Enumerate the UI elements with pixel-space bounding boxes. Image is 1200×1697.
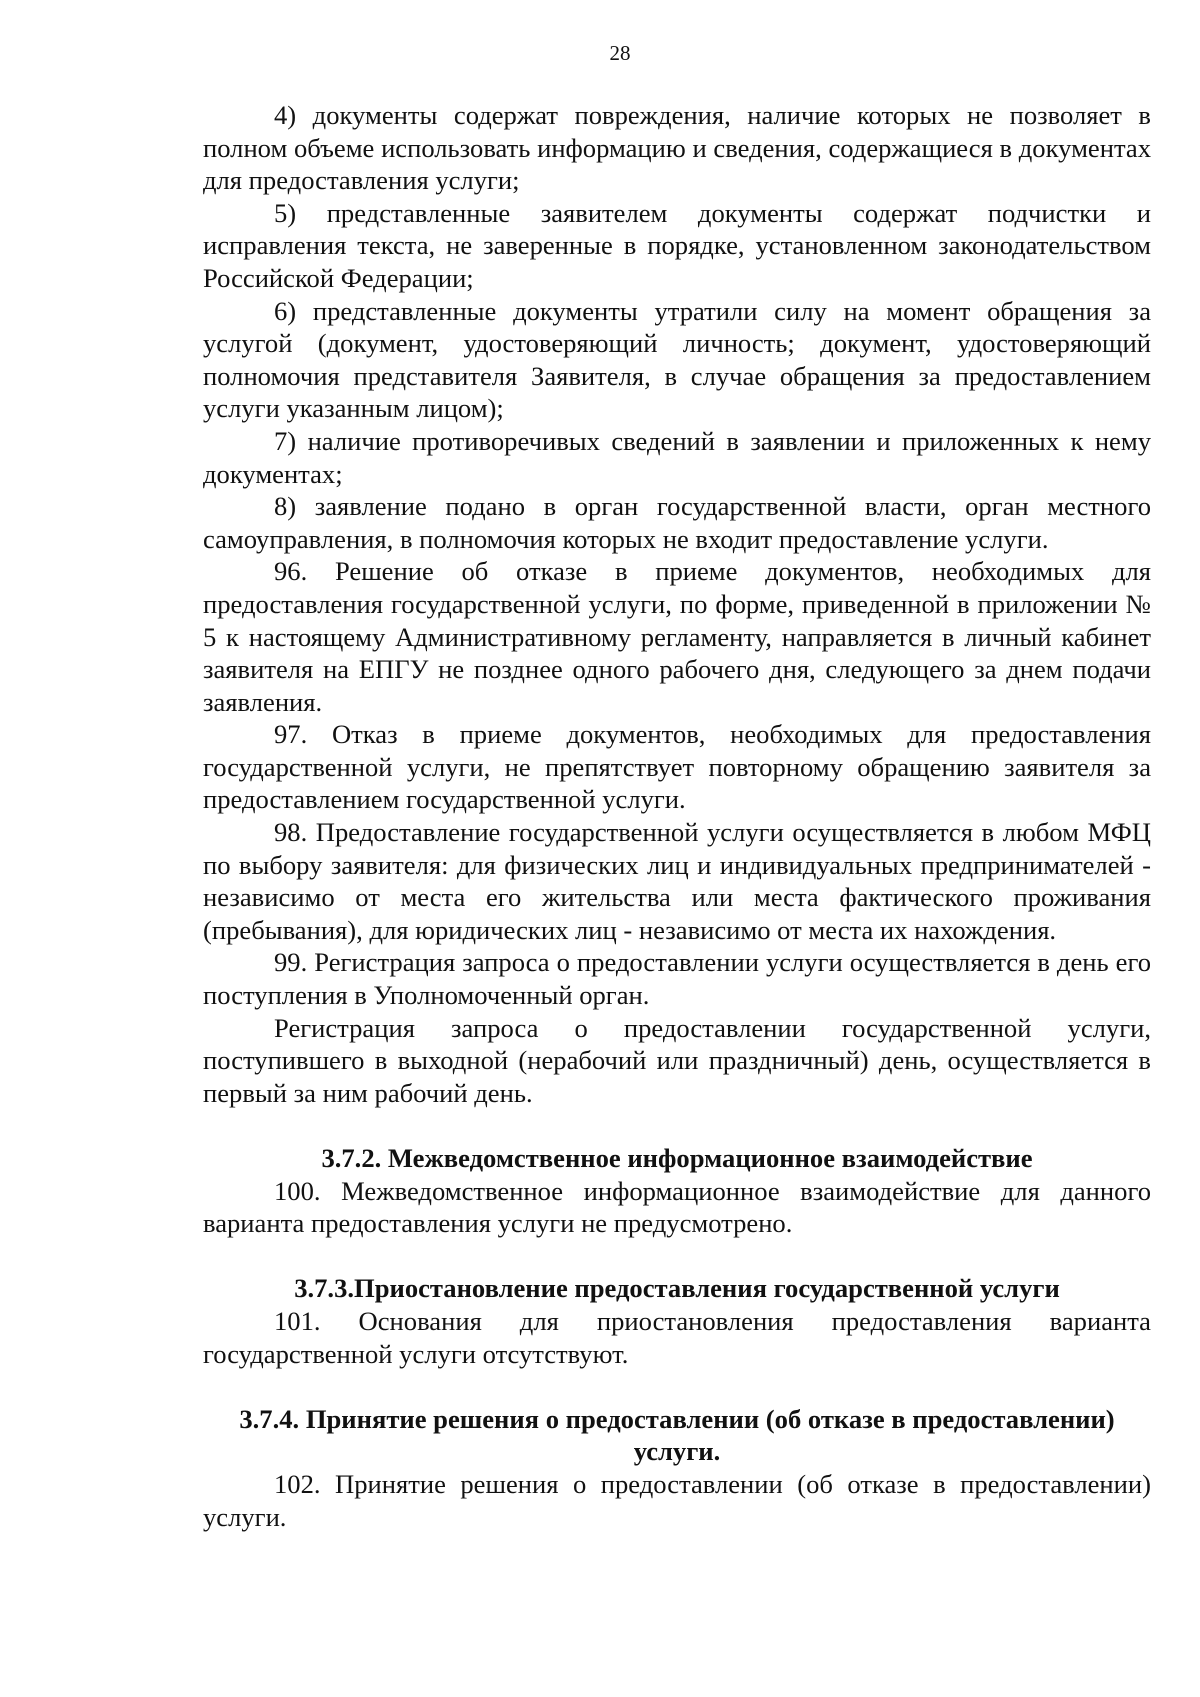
page-number: 28 — [609, 41, 631, 65]
paragraph-registration-holiday: Регистрация запроса о предоставлении государственной услуги, поступившего в выходной (нерабочий или праздничный) день, осуществляется в первый за ним рабочий день. — [203, 1012, 1151, 1108]
spacer — [203, 1370, 1151, 1403]
page-body — [203, 99, 1151, 1533]
paragraph-item-5: 5) представленные заявителем документы содержат подчистки и исправления текста, не заверенные в порядке, установленном законодательством Российской Федерации; — [203, 197, 1151, 293]
paragraph-96: 96. Решение об отказе в приеме документов, необходимых для предоставления государственной услуги, по форме, приведенной в приложении № 5 к настоящему Административному регламенту, направляется в личный кабинет заявителя на ЕПГУ не позднее одного рабочего дня, следующего за днем подачи заявления. — [203, 556, 1151, 717]
spacer — [203, 1240, 1151, 1273]
section-heading-3-7-3: 3.7.3.Приостановление предоставления государственной услуги — [294, 1273, 1060, 1304]
paragraph-101: 101. Основания для приостановления предоставления варианта государственной услуги отсутствуют. — [203, 1305, 1151, 1369]
paragraph-item-8: 8) заявление подано в орган государственной власти, орган местного самоуправления, в полномочия которых не входит предоставление услуги. — [203, 491, 1151, 554]
paragraph-99: 99. Регистрация запроса о предоставлении услуги осуществляется в день его поступления в Уполномоченный орган. — [203, 947, 1151, 1011]
paragraph-98: 98. Предоставление государственной услуги осуществляется в любом МФЦ по выбору заявителя: для физических лиц и индивидуальных предпринимателей - независимо от места его жительства или места фактического проживания (пребывания), для юридических лиц - независимо от места их нахождения. — [203, 817, 1151, 945]
paragraph-102: 102. Принятие решения о предоставлении (об отказе в предоставлении) услуги. — [203, 1468, 1151, 1532]
spacer — [203, 1109, 1151, 1142]
paragraph-100: 100. Межведомственное информационное взаимодействие для данного варианта предоставления услуги не предусмотрено. — [203, 1175, 1151, 1239]
paragraph-item-6: 6) представленные документы утратили силу на момент обращения за услугой (документ, удостоверяющий личность; документ, удостоверяющий полномочия представителя Заявителя, в случае обращения за предоставлением услуги указанным лицом); — [203, 295, 1151, 424]
paragraph-item-7: 7) наличие противоречивых сведений в заявлении и приложенных к нему документах; — [203, 425, 1151, 489]
section-heading-3-7-2: 3.7.2. Межведомственное информационное взаимодействие — [321, 1143, 1033, 1173]
paragraph-97: 97. Отказ в приеме документов, необходимых для предоставления государственной услуги, не препятствует повторному обращению заявителя за предоставлением государственной услуги. — [203, 719, 1151, 815]
section-heading-3-7-4: 3.7.4. Принятие решения о предоставлении (об отказе в предоставлении) услуги. — [239, 1403, 1115, 1467]
paragraph-item-4: 4) документы содержат повреждения, наличие которых не позволяет в полном объеме использовать информацию и сведения, содержащиеся в документах для предоставления услуги; — [203, 100, 1151, 196]
